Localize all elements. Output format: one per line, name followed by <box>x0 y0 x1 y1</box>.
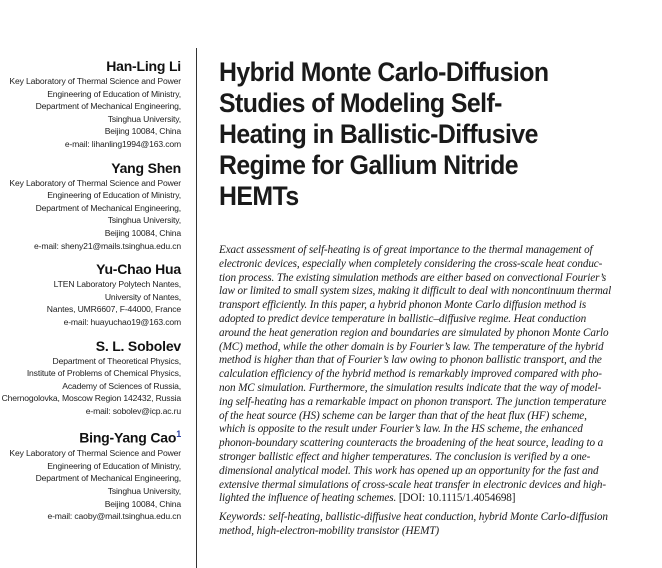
author-name: Yang Shen <box>111 159 181 176</box>
title-line: Heating in Ballistic-Diffusive <box>219 119 538 149</box>
abstract-line: which is opposite to the result under Fourier’s law. In the HS scheme, the enhanced <box>219 423 583 436</box>
abstract-line: stronger ballistic effect and higher temperatures. The conclusion is verified by a one- <box>219 450 591 463</box>
author-list <box>0 58 181 532</box>
abstract-line: transport efficiently. In this paper, a hybrid phonon Monte Carlo diffusion method is <box>219 299 587 312</box>
author-email: e-mail: sheny21@mails.tsinghua.edu.cn <box>34 240 181 251</box>
author-block <box>0 58 181 151</box>
keywords-line: Keywords: self-heating, ballistic-diffusive heat conduction, hybrid Monte Carlo-diffusion <box>219 511 608 523</box>
abstract-line: phonon-boundary scattering counteracts the broadening of the heat source, leading to a <box>219 437 604 450</box>
affiliation-line: Beijing 10084, China <box>104 126 181 137</box>
author-block <box>0 426 181 522</box>
affiliation-line: Key Laboratory of Thermal Science and Power <box>9 448 181 459</box>
keywords-line: method, high-electron-mobility transistor (HEMT) <box>219 524 440 537</box>
abstract-line: around the heat generation region and boundaries are simulated by phonon Monte Carlo <box>219 326 609 339</box>
author-name: Yu-Chao Hua <box>96 261 181 278</box>
affiliation-line: Academy of Sciences of Russia, <box>62 380 181 391</box>
abstract-line: (MC) method, while the other domain is by Fourier’s law. The temperature of the hybrid <box>219 340 604 353</box>
abstract <box>219 244 653 506</box>
paper-title <box>219 57 615 212</box>
author-email: e-mail: huayuchao19@163.com <box>63 316 181 327</box>
abstract-line: non MC simulation. Furthermore, the simulation results indicate that the way of model- <box>219 381 602 394</box>
author-block <box>0 261 181 328</box>
affiliation-line: Key Laboratory of Thermal Science and Power <box>9 76 181 86</box>
doi-reference: [DOI: 10.1115/1.4054698] <box>398 492 516 505</box>
abstract-line: adopted to predict device temperature in ballistic–diffusive regime. Heat conduction <box>219 312 587 325</box>
title-line: Studies of Modeling Self- <box>219 88 502 118</box>
abstract-line <box>219 492 653 506</box>
title-line: Hybrid Monte Carlo-Diffusion <box>219 57 549 87</box>
abstract-line: method is higher than that of Fourier’s law owing to phonon ballistic transport, and the <box>219 354 602 367</box>
affiliation-line: Engineering of Education of Ministry, <box>47 88 181 99</box>
author-name <box>0 426 181 447</box>
keywords <box>219 511 653 539</box>
title-line: Regime for Gallium Nitride <box>219 150 518 180</box>
affiliation-line: Chernogolovka, Moscow Region 142432, Russia <box>1 393 181 404</box>
affiliation-line: University of Nantes, <box>104 291 181 302</box>
author-name: Han-Ling Li <box>106 58 181 74</box>
title-line: HEMTs <box>219 181 299 211</box>
affiliation-line: Department of Mechanical Engineering, <box>35 473 181 484</box>
abstract-line: law or limited to small system sizes, making it difficult to deal with noncontinuum thermal <box>219 285 612 298</box>
author-block <box>0 160 181 253</box>
affiliation-line: Tsinghua University, <box>107 113 181 124</box>
author-name-text: Bing-Yang Cao <box>79 430 177 447</box>
affiliation-line: Beijing 10084, China <box>104 498 181 509</box>
affiliation-line: Institute of Problems of Chemical Physics, <box>26 368 181 379</box>
author-block <box>0 338 181 418</box>
affiliation-line: Department of Theoretical Physics, <box>52 355 181 366</box>
column-divider <box>196 48 197 568</box>
abstract-line: extensive thermal simulations of cross-scale heat transfer in electronic devices and high- <box>219 478 606 491</box>
affiliation-line: Engineering of Education of Ministry, <box>47 460 181 471</box>
corresponding-author-marker: 1 <box>176 429 181 440</box>
abstract-line: electronic devices, especially when completely considering the cross-scale heat conduc- <box>219 257 603 270</box>
author-email: e-mail: lihanling1994@163.com <box>64 138 181 149</box>
affiliation-line: Nantes, UMR6607, F-44000, France <box>46 304 181 315</box>
abstract-last-text: lighted the influence of heating schemes. <box>219 492 397 505</box>
affiliation-line: Tsinghua University, <box>107 485 181 496</box>
affiliation-line: Department of Mechanical Engineering, <box>35 101 181 112</box>
author-name: S. L. Sobolev <box>95 337 181 354</box>
abstract-line: Exact assessment of self-heating is of great importance to the thermal management of <box>219 244 593 256</box>
abstract-line: ing self-heating has a remarkable impact on phonon transport. The junction temperature <box>219 395 607 408</box>
abstract-line: dimensional analytical model. This work has opened up an opportunity for the fast and <box>219 464 599 477</box>
affiliation-line: Beijing 10084, China <box>104 227 181 238</box>
author-email: e-mail: caoby@mail.tsinghua.edu.cn <box>47 511 181 522</box>
affiliation-line: Tsinghua University, <box>107 215 181 226</box>
abstract-line: of the heat source (HS) scheme can be larger than that of the heat flux (HF) scheme, <box>219 409 587 422</box>
abstract-line: tion process. The existing simulation methods are either based on convectional Fourier’s <box>219 271 607 284</box>
author-email: e-mail: sobolev@icp.ac.ru <box>85 405 181 416</box>
affiliation-line: Engineering of Education of Ministry, <box>47 190 181 201</box>
abstract-line: calculation efficiency of the hybrid method is remarkably improved compared with pho- <box>219 368 602 381</box>
affiliation-line: Department of Mechanical Engineering, <box>35 202 181 213</box>
affiliation-line: Key Laboratory of Thermal Science and Power <box>9 177 181 188</box>
affiliation-line: LTEN Laboratory Polytech Nantes, <box>53 279 181 290</box>
